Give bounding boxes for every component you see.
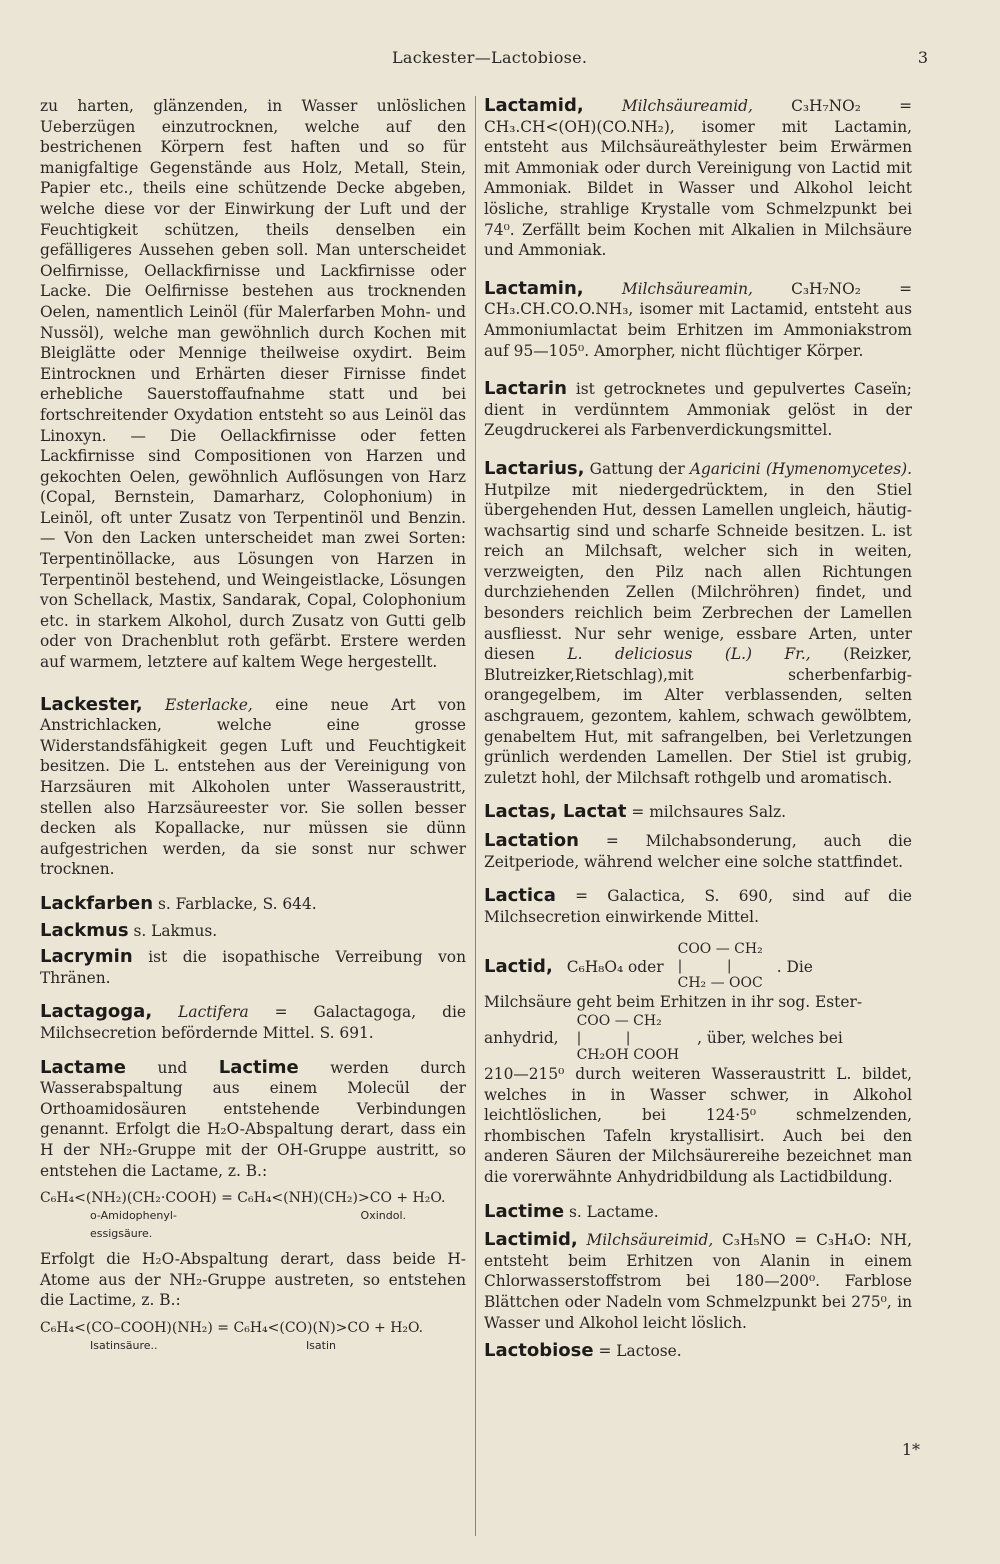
entry-text: s. Lactame. [568, 1202, 659, 1221]
entry-lactica [484, 886, 912, 927]
formula: C₆H₈O₄ oder [566, 957, 664, 976]
entry-text: = milchsaures Salz. [631, 803, 787, 822]
entry-text: s. Lakmus. [133, 921, 218, 940]
running-title: Lackester—Lactobiose. [392, 48, 588, 67]
entry-lactimid [484, 1230, 912, 1333]
right-column [484, 96, 912, 1362]
headword: Lactarin [484, 378, 567, 400]
entry-text: anhydrid, [484, 1029, 559, 1048]
entry-lactagoga [40, 1002, 466, 1043]
headword: Lackester, [40, 693, 143, 715]
entry-text: = Galactagoga, die Milchsecretion befördernde Mittel. S. 691. [40, 1003, 466, 1042]
formula-line: C₆H₄<(CO–COOH)(NH₂) = C₆H₄<(CO)(N)>CO + H₂O. [40, 1319, 424, 1336]
entry-text: Hutpilze mit niedergedrücktem, in den Stiel übergehenden Hut, dessen Lamellen ungleich, häutig-wachsartig sind und scharfe Schneide besitzen. L. ist reich an Milchsaft, welcher sich in weiten, verzweigten, den Pilz nach allen Richtungen durchziehenden Zellen (Milchröhren) findet, und besonders reichlich beim Zerbrechen der Lamellen ausfliesst. Nur sehr wenige, essbare Arten, unter diesen [484, 480, 912, 664]
lacke-continuation: zu harten, glänzenden, in Wasser unlöslichen Ueberzügen einzutrocknen, welche auf den bestrichenen Körpern fest haften und so für manigfaltige Gegenstände aus Holz, Metall, Stein, Papier etc., theils eine schützende Decke abgeben, welche diese vor der Einwirkung der Luft und der Feuchtigkeit schützen, theils denselben ein gefälligeres Aussehen geben soll. Man unterscheidet Oelfirnisse, Oellackfirnisse und Lackfirnisse oder Lacke. Die Oelfirnisse bestehen aus trocknenden Oelen, namentlich Leinöl (für Malerfarben Mohn- und Nussöl), welche man gewöhnlich durch Kochen mit Bleiglätte oder Mennige theilweise oxydirt. Beim Eintrocknen und Erhärten dieser Firnisse findet erhebliche Sauerstoffaufnahme statt und bei fortschreitender Oxydation entsteht so aus Leinöl das Linoxyn. — Die Oellackfirnisse oder fetten Lackfirnisse sind Compositionen von Harzen und gekochten Oelen, gewöhnlich Auflösungen von Harz (Copal, Bernstein, Damarharz, Colophonium) in Leinöl, oft unter Zusatz von Terpentinöl und Benzin. — Von den Lacken unterscheidet man zwei Sorten: Terpentinöllacke, aus Lösungen von Harzen in Terpentinöl bestehend, und Weingeistlacke, Lösungen von Schellack, Mastix, Sandarak, Copal, Colophonium etc. in starkem Alkohol, durch Zusatz von Gutti gelb oder von Drachenblut roth gefärbt. Erstere werden auf warmem, letztere auf kaltem Wege hergestellt. [40, 97, 466, 672]
lactime-explanation: Erfolgt die H₂O-Abspaltung derart, dass beide H-Atome aus der NH₂-Gruppe austreten, so entstehen die Lactime, z. B.: [40, 1250, 466, 1310]
entry-text: 210—215⁰ durch weiteren Wasseraustritt L. bildet, welches in in Wasser schwer, in Alkohol leichtlöslichen, bei 124·5⁰ schmelzenden, rhombischen Tafeln krystallisirt. Auch bei den anderen Säuren der Milchsäurereihe bezeichnet man die vorerwähnte Anhydridbildung als Lactidbildung. [484, 1064, 912, 1186]
entry-lactation [484, 831, 912, 872]
entry-text: ist die isopathische Verreibung von Thränen. [40, 948, 466, 987]
entry-lactamin [484, 279, 912, 361]
headword: Lactobiose [484, 1340, 594, 1362]
headword: Lactamid, [484, 95, 584, 116]
struct-line: | | [677, 958, 732, 975]
left-column [40, 96, 466, 1361]
headword: Lacrymin [40, 946, 133, 968]
alt-term: Milchsäureamin, [621, 279, 753, 298]
page-number: 3 [917, 48, 928, 67]
struct-line: CH₂OH COOH [576, 1046, 680, 1063]
headword: Lackfarben [40, 892, 154, 914]
caption-product: Isatin [305, 1338, 336, 1352]
headword: Lactid, [484, 955, 553, 977]
connector: und [157, 1058, 188, 1077]
caption-reactant: o-Amidophenyl-essigsäure. [90, 1209, 177, 1241]
headword: Lactation [484, 830, 579, 851]
entry-text: werden durch Wasserabspaltung aus einem Molecül der Orthoamidosäuren entstehende Verbindungen genannt. Erfolgt die H₂O-Abspaltung derart, dass ein H der NH₂-Gruppe mit der OH-Gruppe austritt, so entstehen die Lactame, z. B.: [40, 1058, 466, 1180]
headword: Lactica [484, 885, 556, 907]
species-name: L. deliciosus (L.) Fr., [567, 645, 811, 664]
headword: Lactamin, [484, 277, 584, 299]
entry-text: = Galactica, S. 690, sind auf die Milchsecretion einwirkende Mittel. [484, 887, 912, 926]
headword: Lactarius, [484, 457, 585, 479]
entry-lactamid [484, 96, 912, 261]
headword: Lactime [218, 1056, 299, 1078]
headword: Lactime [484, 1200, 565, 1222]
entry-text: , über, welches bei [697, 1029, 843, 1048]
entry-text: C₃H₇NO₂ = CH₃.CH.CO.O.NH₃, isomer mit Lactamid, entsteht aus Ammoniumlactat beim Erhitzen im Ammoniakstrom auf 95—105⁰. Amorpher, nicht flüchtiger Körper. [484, 279, 912, 360]
entry-lactarius [484, 459, 912, 789]
entry-text: = Lactose. [598, 1342, 682, 1361]
ester-anhydrid-row [484, 1013, 912, 1064]
alt-term: Milchsäureamid, [621, 97, 753, 115]
formula-isatin [40, 1319, 466, 1355]
taxon: Agaricini (Hymenomycetes). [689, 459, 912, 478]
formula: C₃H₇NO₂ = CH₃.CH<(OH)(CO.NH₂), isomer mit Lactamin, [484, 97, 912, 136]
entry-text: ist getrocknetes und gepulvertes Caseïn; dient in verdünntem Ammoniak gelöst in der Zeugdruckerei als Farbenverdickungsmittel. [484, 380, 912, 440]
entry-lackfarben [40, 894, 466, 915]
entry-text: . Die [776, 957, 813, 976]
entry-lactid [484, 941, 912, 1187]
entry-lackester [40, 695, 466, 880]
entry-lactas [484, 802, 912, 823]
headword: Lactimid, [484, 1229, 578, 1251]
formula-captions [40, 1207, 466, 1243]
column-divider [475, 96, 476, 1536]
entry-text: Gattung der [589, 459, 685, 478]
alt-term: Milchsäureimid, [586, 1231, 714, 1250]
lactid-formula-row [484, 941, 912, 992]
entry-lackmus [40, 921, 466, 942]
entry-lactobiose [484, 1341, 912, 1362]
struct-line: CH₂ — OOC [677, 975, 763, 992]
struct-line: COO — CH₂ [576, 1012, 662, 1029]
signature-mark: 1* [901, 1440, 920, 1459]
ester-structure [577, 1013, 680, 1064]
caption-reactant: Isatinsäure.. [90, 1338, 158, 1352]
headword: Lactagoga, [40, 1001, 153, 1023]
headword: Lactame [40, 1056, 127, 1078]
alt-term: Lactifera [178, 1003, 249, 1022]
entry-text: entsteht aus Milchsäureäthylester beim Erwärmen mit Ammoniak oder durch Vereinigung von Lactid mit Ammoniak. Bildet in Wasser und Alkohol leicht lösliche, strahlige Krystalle vom Schmelzpunkt bei 74⁰. Zerfällt beim Kochen mit Alkalien in Milchsäure und Ammoniak. [484, 138, 912, 260]
formula-line: C₆H₄<(NH₂)(CH₂·COOH) = C₆H₄<(NH)(CH₂)>CO + H₂O. [40, 1190, 446, 1207]
caption-product: Oxindol. [360, 1209, 406, 1223]
entry-text: eine neue Art von Anstrichlacken, welche eine grosse Widerstandsfähigkeit gegen Luft und Feuchtigkeit besitzen. Die L. entstehen aus der Vereinigung von Harzsäuren mit Alkoholen unter Wasseraustritt, stellen also Harzsäureester vor. Sie sollen besser decken als Kopallacke, nur müssen sie dünn aufgestrichen werden, da sie sonst nur schwer trocknen. [40, 695, 466, 879]
entry-text: = Milchabsonderung, auch die Zeitperiode, während welcher eine solche stattfindet. [484, 832, 912, 871]
entry-text: Milchsäure geht beim Erhitzen in ihr sog. Ester- [484, 993, 863, 1012]
entry-lactime [484, 1202, 912, 1223]
entry-lactarin [484, 379, 912, 441]
struct-line: | | [576, 1029, 631, 1046]
page-header [0, 48, 1000, 72]
formula-captions [40, 1337, 466, 1355]
lactid-structure [678, 941, 763, 992]
headword: Lactas, Lactat [484, 801, 627, 823]
entry-text: s. Farblacke, S. 644. [157, 894, 317, 913]
alt-term: Esterlacke, [164, 695, 253, 714]
entry-lactame [40, 1058, 466, 1182]
struct-line: COO — CH₂ [677, 941, 763, 958]
entry-lacrymin [40, 947, 466, 988]
headword: Lackmus [40, 919, 129, 941]
entry-text: C₃H₅NO = C₃H₄O: NH, entsteht beim Erhitzen von Alanin in einem Chlorwasserstoffstrom bei 180—200⁰. Farblose Blättchen oder Nadeln vom Schmelzpunkt bei 275⁰, in Wasser und Alkohol leicht löslich. [484, 1231, 912, 1332]
entry-text: (Reizker, Blutreizker,Rietschlag),mit scherbenfarbig-orangegelbem, im Alter verblassenden, selten aschgrauem, gezontem, kahlem, schwach gewölbtem, genabeltem Hut, mit safrangelben, bei Verletzungen grünlich werdenden Lamellen. Der Stiel ist grubig, zuletzt hohl, der Milchsaft rothgelb und aromatisch. [484, 645, 912, 787]
formula-oxindol [40, 1189, 466, 1243]
